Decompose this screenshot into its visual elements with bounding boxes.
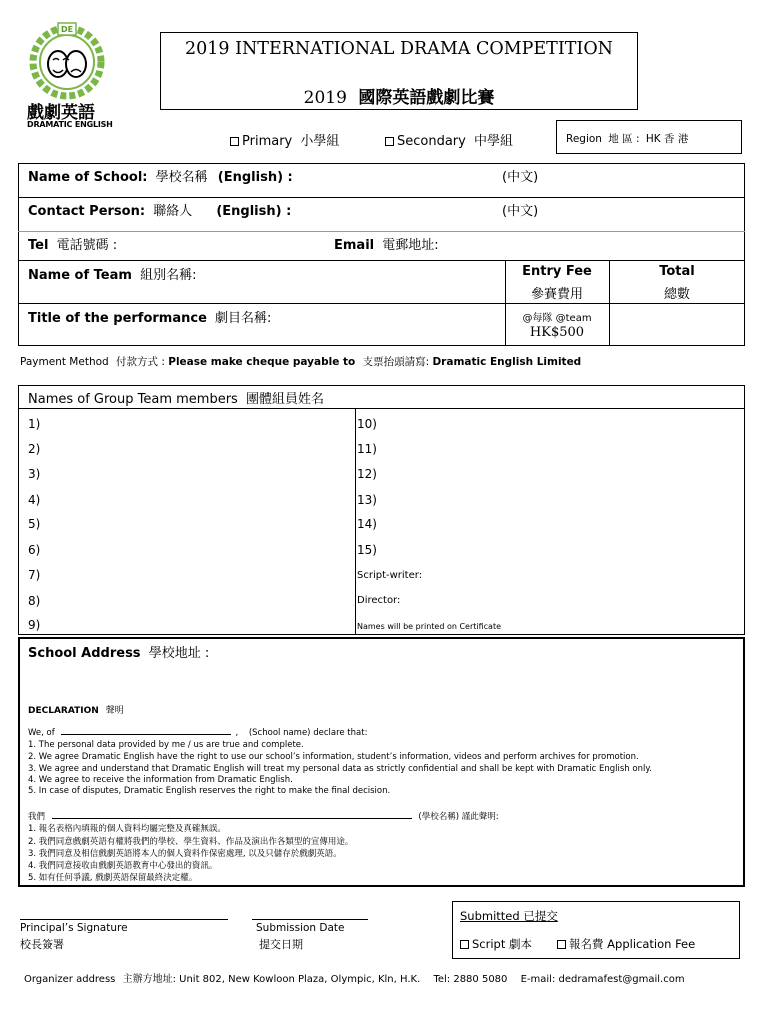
principal-label-cn: 校長簽署 xyxy=(20,938,64,951)
members-heading-en: Names of Group Team members xyxy=(28,392,238,407)
footer-address-label: Organizer address xyxy=(24,974,116,985)
script-writer-field[interactable]: Script-writer: xyxy=(357,570,423,581)
contact-person-row[interactable] xyxy=(28,200,728,228)
declaration-cn-item-1: 1. 報名表格內填報的個人資料均屬完整及真確無誤。 xyxy=(28,824,226,834)
entry-fee-header xyxy=(505,264,609,302)
submitted-title: Submitted 已提交 xyxy=(460,909,558,923)
email-field[interactable] xyxy=(334,234,439,253)
member-right-15[interactable]: 15) xyxy=(357,543,377,557)
total-input[interactable] xyxy=(610,304,744,345)
checkbox-icon[interactable] xyxy=(460,940,469,949)
school-name-label: Name of School: xyxy=(28,170,148,185)
payment-instruction-cn: 支票抬頭請寫: xyxy=(362,356,430,368)
payment-payee: Dramatic English Limited xyxy=(432,356,582,368)
date-label-en: Submission Date xyxy=(256,922,345,934)
member-left-9[interactable]: 9) xyxy=(28,618,41,632)
address-label: School Address xyxy=(28,646,141,661)
submission-date-line[interactable] xyxy=(252,919,368,920)
declaration-cn-intro-end: (學校名稱) 謹此聲明: xyxy=(418,812,499,822)
declaration-en-intro: We, of , (School name) declare that: xyxy=(28,728,368,738)
tel-field[interactable] xyxy=(28,234,117,253)
payment-label-cn: 付款方式 : xyxy=(116,356,165,368)
director-field[interactable]: Director: xyxy=(357,595,401,606)
declaration-heading-cn: 聲明 xyxy=(105,706,124,716)
declaration-en-intro-end: (School name) declare that: xyxy=(248,728,368,738)
primary-label: Primary xyxy=(242,134,293,149)
declaration-cn-item-5: 5. 如有任何爭議, 戲劇英語保留最終決定權。 xyxy=(28,873,198,883)
logo-text-cn: 戲劇英語 xyxy=(27,103,95,123)
school-name-en-label: (English) : xyxy=(217,170,293,185)
payment-instruction: Please make cheque payable to xyxy=(168,356,356,368)
declaration-en-item-3: 3. We agree and understand that Dramatic English will treat my personal data as strictly confidential and shall be kept with Dramatic English only. xyxy=(28,764,652,774)
primary-label-cn: 小學組 xyxy=(300,134,340,149)
submission-date-label xyxy=(256,922,345,952)
member-left-6[interactable]: 6) xyxy=(28,543,41,557)
date-label-cn: 提交日期 xyxy=(259,938,303,951)
contact-label: Contact Person: xyxy=(28,204,146,219)
total-label-cn: 總數 xyxy=(663,287,690,302)
fee-label: 報名費 Application Fee xyxy=(569,937,696,951)
declaration-en-item-4: 4. We agree to receive the information from Dramatic English. xyxy=(28,775,293,785)
secondary-label: Secondary xyxy=(397,134,466,149)
member-left-8[interactable]: 8) xyxy=(28,594,41,608)
member-right-11[interactable]: 11) xyxy=(357,442,377,456)
title-cn: 國際英語戲劇比賽 xyxy=(358,88,495,108)
member-right-12[interactable]: 12) xyxy=(357,467,377,481)
script-label: Script 劇本 xyxy=(472,937,533,951)
tel-label: Tel xyxy=(28,238,49,253)
principal-label-en: Principal’s Signature xyxy=(20,922,128,934)
payment-label: Payment Method xyxy=(20,356,109,368)
declaration-cn-item-3: 3. 我們同意及相信戲劇英語將本人的個人資料作保密處理, 以及只儲存於戲劇英語。 xyxy=(28,849,342,859)
declaration-en-school-blank[interactable] xyxy=(61,734,231,735)
address-label-cn: 學校地址 : xyxy=(148,646,210,661)
declaration-heading-en: DECLARATION xyxy=(28,706,99,716)
declaration-en-item-5: 5. In case of disputes, Dramatic English reserves the right to make the final decision. xyxy=(28,786,391,796)
secondary-checkbox[interactable] xyxy=(385,130,513,149)
fee-checkbox[interactable] xyxy=(557,936,695,952)
footer-address-label-cn: 主辦方地址: xyxy=(122,974,176,985)
member-right-10[interactable]: 10) xyxy=(357,417,377,431)
fee-per-team-label: @每隊 @team xyxy=(522,313,592,324)
total-header xyxy=(609,264,745,302)
title-box xyxy=(160,32,638,110)
footer-address: Unit 802, New Kowloon Plaza, Olympic, Kln, H.K. xyxy=(179,974,421,985)
performance-label-cn: 劇目名稱: xyxy=(215,311,272,326)
certificate-note: Names will be printed on Certificate xyxy=(357,622,502,631)
declaration-cn-school-blank[interactable] xyxy=(52,818,412,819)
region-label-cn: 地 區 : xyxy=(608,133,640,145)
school-name-label-cn: 學校名稱 xyxy=(155,170,208,185)
checkbox-icon[interactable] xyxy=(557,940,566,949)
member-left-7[interactable]: 7) xyxy=(28,568,41,582)
fee-amount: HK$500 xyxy=(529,325,585,340)
performance-title-field[interactable] xyxy=(28,307,271,326)
school-name-cn-label: (中文) xyxy=(502,170,539,185)
checkbox-icon[interactable] xyxy=(230,137,239,146)
footer xyxy=(24,970,685,985)
team-label: Name of Team xyxy=(28,268,132,283)
title-cn-line xyxy=(161,83,637,108)
title-en: 2019 INTERNATIONAL DRAMA COMPETITION xyxy=(184,39,613,59)
fee-per-team xyxy=(505,309,609,340)
email-label-cn: 電郵地址: xyxy=(382,238,439,253)
members-heading xyxy=(28,388,324,407)
member-left-4[interactable]: 4) xyxy=(28,493,41,507)
performance-label: Title of the performance xyxy=(28,311,207,326)
tel-label-cn: 電話號碼 : xyxy=(56,238,118,253)
declaration-cn-item-4: 4. 我們同意接收由戲劇英語教育中心發出的資訊。 xyxy=(28,861,218,871)
title-year: 2019 xyxy=(303,88,347,108)
checkbox-icon[interactable] xyxy=(385,137,394,146)
total-label: Total xyxy=(659,264,695,279)
region-value: HK 香 港 xyxy=(645,133,689,145)
school-address-field[interactable] xyxy=(28,642,209,661)
payment-method-line xyxy=(20,354,581,369)
contact-cn-label: (中文) xyxy=(502,204,539,219)
footer-tel: Tel: 2880 5080 xyxy=(433,974,508,985)
principal-signature-line[interactable] xyxy=(20,919,228,920)
member-left-1[interactable]: 1) xyxy=(28,417,41,431)
member-left-5[interactable]: 5) xyxy=(28,517,41,531)
team-name-field[interactable] xyxy=(28,264,196,283)
region-label: Region xyxy=(566,133,602,145)
region-box xyxy=(556,120,742,154)
member-left-2[interactable]: 2) xyxy=(28,442,41,456)
declaration-cn-intro-start: 我們 xyxy=(28,812,46,822)
script-checkbox[interactable] xyxy=(460,936,532,952)
member-right-14[interactable]: 14) xyxy=(357,517,377,531)
school-name-row[interactable] xyxy=(28,166,728,194)
declaration-en-item-1: 1. The personal data provided by me / us are true and complete. xyxy=(28,740,304,750)
submitted-box xyxy=(452,901,740,959)
declaration-cn-item-2: 2. 我們同意戲劇英語有權將我們的學校、學生資料、作品及演出作各類型的宣傳用途。 xyxy=(28,837,354,847)
logo xyxy=(20,20,115,132)
badge-letters: DE xyxy=(60,25,74,34)
team-label-cn: 組別名稱: xyxy=(140,268,197,283)
declaration-en-intro-start: We, of xyxy=(28,728,55,738)
logo-text-en: DRAMATIC ENGLISH xyxy=(27,120,113,129)
members-heading-cn: 團體組員姓名 xyxy=(245,392,324,407)
member-right-13[interactable]: 13) xyxy=(357,493,377,507)
primary-checkbox[interactable] xyxy=(230,130,339,149)
declaration-cn-intro xyxy=(28,810,499,822)
entry-fee-label-cn: 參賽費用 xyxy=(530,287,583,302)
member-left-3[interactable]: 3) xyxy=(28,467,41,481)
contact-en-label: (English) : xyxy=(216,204,292,219)
footer-email: E-mail: dedramafest@gmail.com xyxy=(520,974,685,985)
entry-fee-label: Entry Fee xyxy=(522,264,592,279)
declaration-en-item-2: 2. We agree Dramatic English have the right to use our school’s information, student’s information, videos and perform archives for promotion. xyxy=(28,752,639,762)
contact-label-cn: 聯絡人 xyxy=(153,204,193,219)
principal-signature-label xyxy=(20,922,128,952)
email-label: Email xyxy=(334,238,375,253)
drama-masks-logo-icon xyxy=(20,20,115,102)
secondary-label-cn: 中學組 xyxy=(474,134,514,149)
declaration-heading xyxy=(28,703,124,716)
